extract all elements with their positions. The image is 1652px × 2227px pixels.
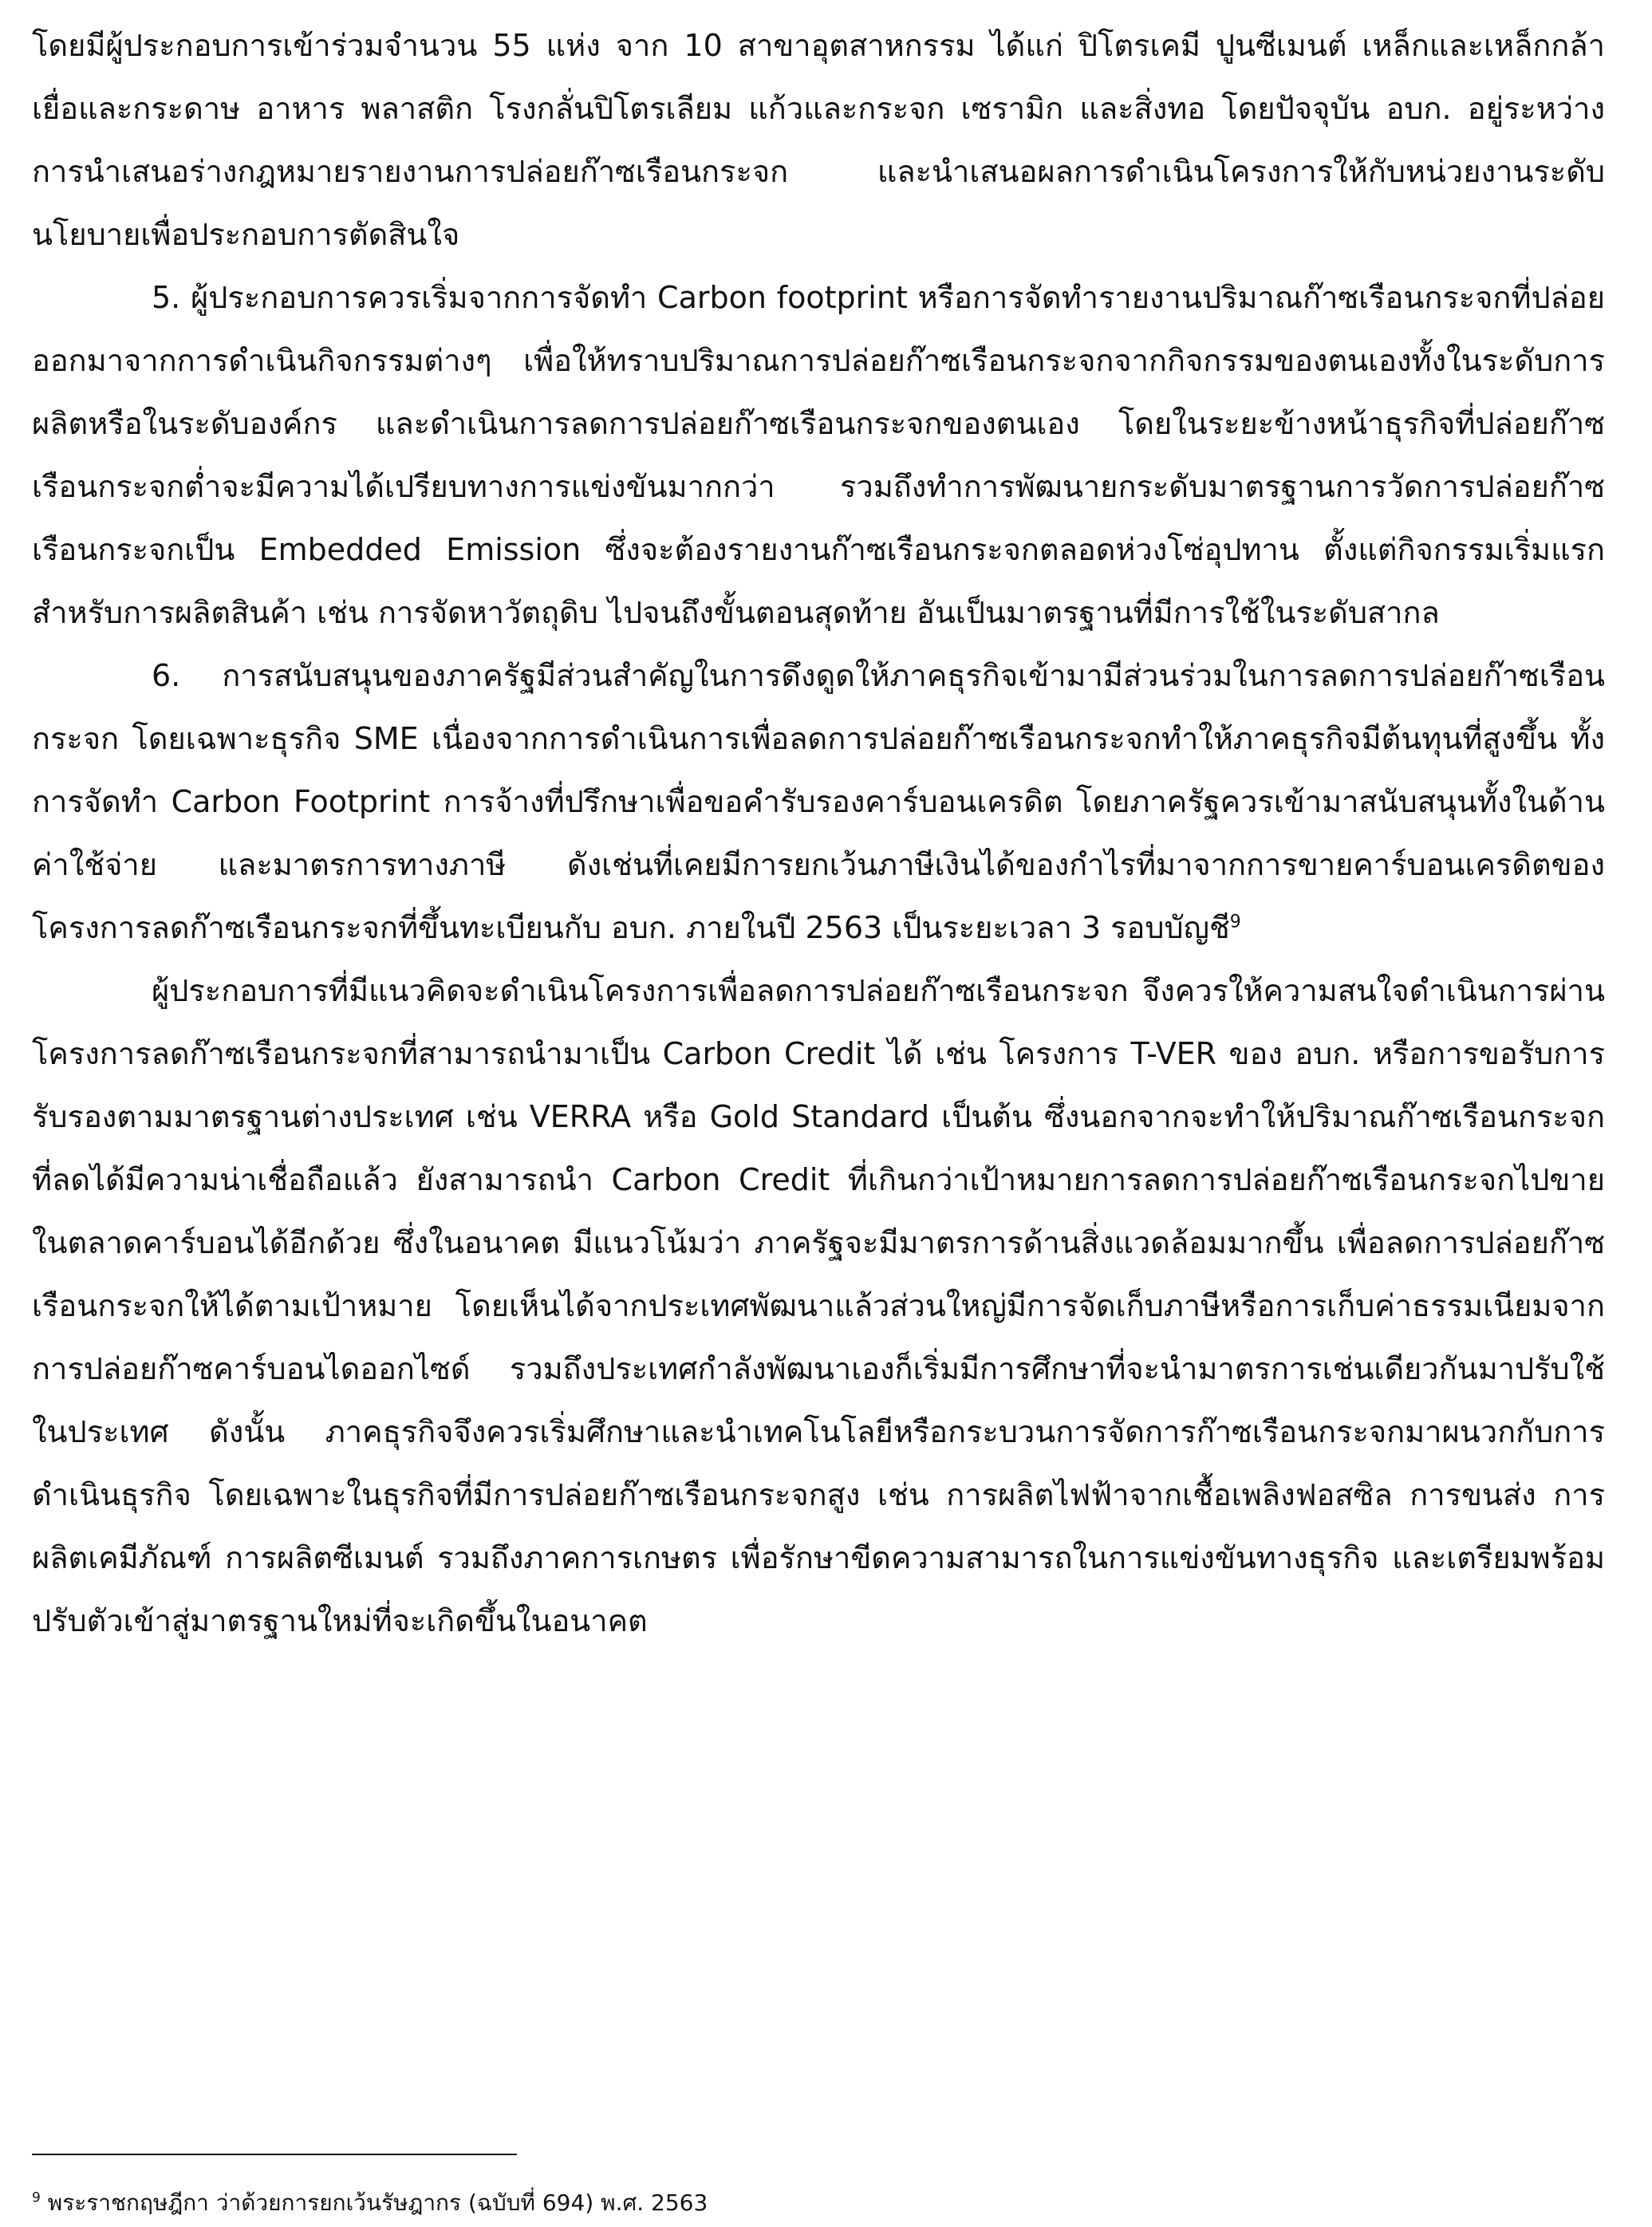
footnote-separator: [32, 2154, 517, 2155]
paragraph-item-6: [32, 644, 1605, 960]
footnote-reference[interactable]: 9: [1229, 912, 1241, 932]
paragraph-continuation: โดยมีผู้ประกอบการเข้าร่วมจำนวน 55 แห่ง จาก 10 สาขาอุตสาหกรรม ได้แก่ ปิโตรเคมี ปูนซีเมนต์ เหล็กและเหล็กกล้า เยื่อและกระดาษ อาหาร พลาสติก โรงกลั่นปิโตรเลียม แก้วและกระจก เซรามิก และสิ่งทอ โดยปัจจุบัน อบก. อยู่ระหว่างการนำเสนอร่างกฎหมายรายงานการปล่อยก๊าซเรือนกระจก และนำเสนอผลการดำเนินโครงการให้กับหน่วยงานระดับนโยบายเพื่อประกอบการตัดสินใจ: [32, 28, 1605, 252]
footnote-number: 9: [32, 2190, 41, 2206]
footnote-text: พระราชกฤษฎีกา ว่าด้วยการยกเว้นรัษฎากร (ฉบับที่ 694) พ.ศ. 2563: [47, 2190, 708, 2216]
footnote: [32, 2189, 1605, 2217]
paragraph-conclusion: ผู้ประกอบการที่มีแนวคิดจะดำเนินโครงการเพื่อลดการปล่อยก๊าซเรือนกระจก จึงควรให้ความสนใจดำเนินการผ่านโครงการลดก๊าซเรือนกระจกที่สามารถนำมาเป็น Carbon Credit ได้ เช่น โครงการ T-VER ของ อบก. หรือการขอรับการรับรองตามมาตรฐานต่างประเทศ เช่น VERRA หรือ Gold Standard เป็นต้น ซึ่งนอกจากจะทำให้ปริมาณก๊าซเรือนกระจกที่ลดได้มีความน่าเชื่อถือแล้ว ยังสามารถนำ Carbon Credit ที่เกินกว่าเป้าหมายการลดการปล่อยก๊าซเรือนกระจกไปขายในตลาดคาร์บอนได้อีกด้วย ซึ่งในอนาคต มีแนวโน้มว่า ภาครัฐจะมีมาตรการด้านสิ่งแวดล้อมมากขึ้น เพื่อลดการปล่อยก๊าซเรือนกระจกให้ได้ตามเป้าหมาย โดยเห็นได้จากประเทศพัฒนาแล้วส่วนใหญ่มีการจัดเก็บภาษีหรือการเก็บค่าธรรมเนียมจากการปล่อยก๊าซคาร์บอนไดออกไซด์ รวมถึงประเทศกำลังพัฒนาเองก็เริ่มมีการศึกษาที่จะนำมาตรการเช่นเดียวกันมาปรับใช้ในประเทศ ดังนั้น ภาคธุรกิจจึงควรเริ่มศึกษาและนำเทคโนโลยีหรือกระบวนการจัดการก๊าซเรือนกระจกมาผนวกกับการดำเนินธุรกิจ โดยเฉพาะในธุรกิจที่มีการปล่อยก๊าซเรือนกระจกสูง เช่น การผลิตไฟฟ้าจากเชื้อเพลิงฟอสซิล การขนส่ง การผลิตเคมีภัณฑ์ การผลิตซีเมนต์ รวมถึงภาคการเกษตร เพื่อรักษาขีดความสามารถในการแข่งขันทางธุรกิจ และเตรียมพร้อมปรับตัวเข้าสู่มาตรฐานใหม่ที่จะเกิดขึ้นในอนาคต: [32, 973, 1605, 1638]
paragraph-item-6-text: 6. การสนับสนุนของภาครัฐมีส่วนสำคัญในการดึงดูดให้ภาคธุรกิจเข้ามามีส่วนร่วมในการลดการปล่อยก๊าซเรือนกระจก โดยเฉพาะธุรกิจ SME เนื่องจากการดำเนินการเพื่อลดการปล่อยก๊าซเรือนกระจกทำให้ภาคธุรกิจมีต้นทุนที่สูงขึ้น ทั้งการจัดทำ Carbon Footprint การจ้างที่ปรึกษาเพื่อขอคำรับรองคาร์บอนเครดิต โดยภาครัฐควรเข้ามาสนับสนุนทั้งในด้านค่าใช้จ่าย และมาตรการทางภาษี ดังเช่นที่เคยมีการยกเว้นภาษีเงินได้ของกำไรที่มาจากการขายคาร์บอนเครดิตของโครงการลดก๊าซเรือนกระจกที่ขึ้นทะเบียนกับ อบก. ภายในปี 2563 เป็นระยะเวลา 3 รอบบัญชี: [32, 658, 1605, 945]
paragraph-item-5: 5. ผู้ประกอบการควรเริ่มจากการจัดทำ Carbon footprint หรือการจัดทำรายงานปริมาณก๊าซเรือนกระจกที่ปล่อยออกมาจากการดำเนินกิจกรรมต่างๆ เพื่อให้ทราบปริมาณการปล่อยก๊าซเรือนกระจกจากกิจกรรมของตนเองทั้งในระดับการผลิตหรือในระดับองค์กร และดำเนินการลดการปล่อยก๊าซเรือนกระจกของตนเอง โดยในระยะข้างหน้าธุรกิจที่ปล่อยก๊าซเรือนกระจกต่ำจะมีความได้เปรียบทางการแข่งขันมากกว่า รวมถึงทำการพัฒนายกระดับมาตรฐานการวัดการปล่อยก๊าซเรือนกระจกเป็น Embedded Emission ซึ่งจะต้องรายงานก๊าซเรือนกระจกตลอดห่วงโซ่อุปทาน ตั้งแต่กิจกรรมเริ่มแรกสำหรับการผลิตสินค้า เช่น การจัดหาวัตถุดิบ ไปจนถึงขั้นตอนสุดท้าย อันเป็นมาตรฐานที่มีการใช้ในระดับสากล: [32, 280, 1605, 630]
document-body: [32, 14, 1605, 1653]
